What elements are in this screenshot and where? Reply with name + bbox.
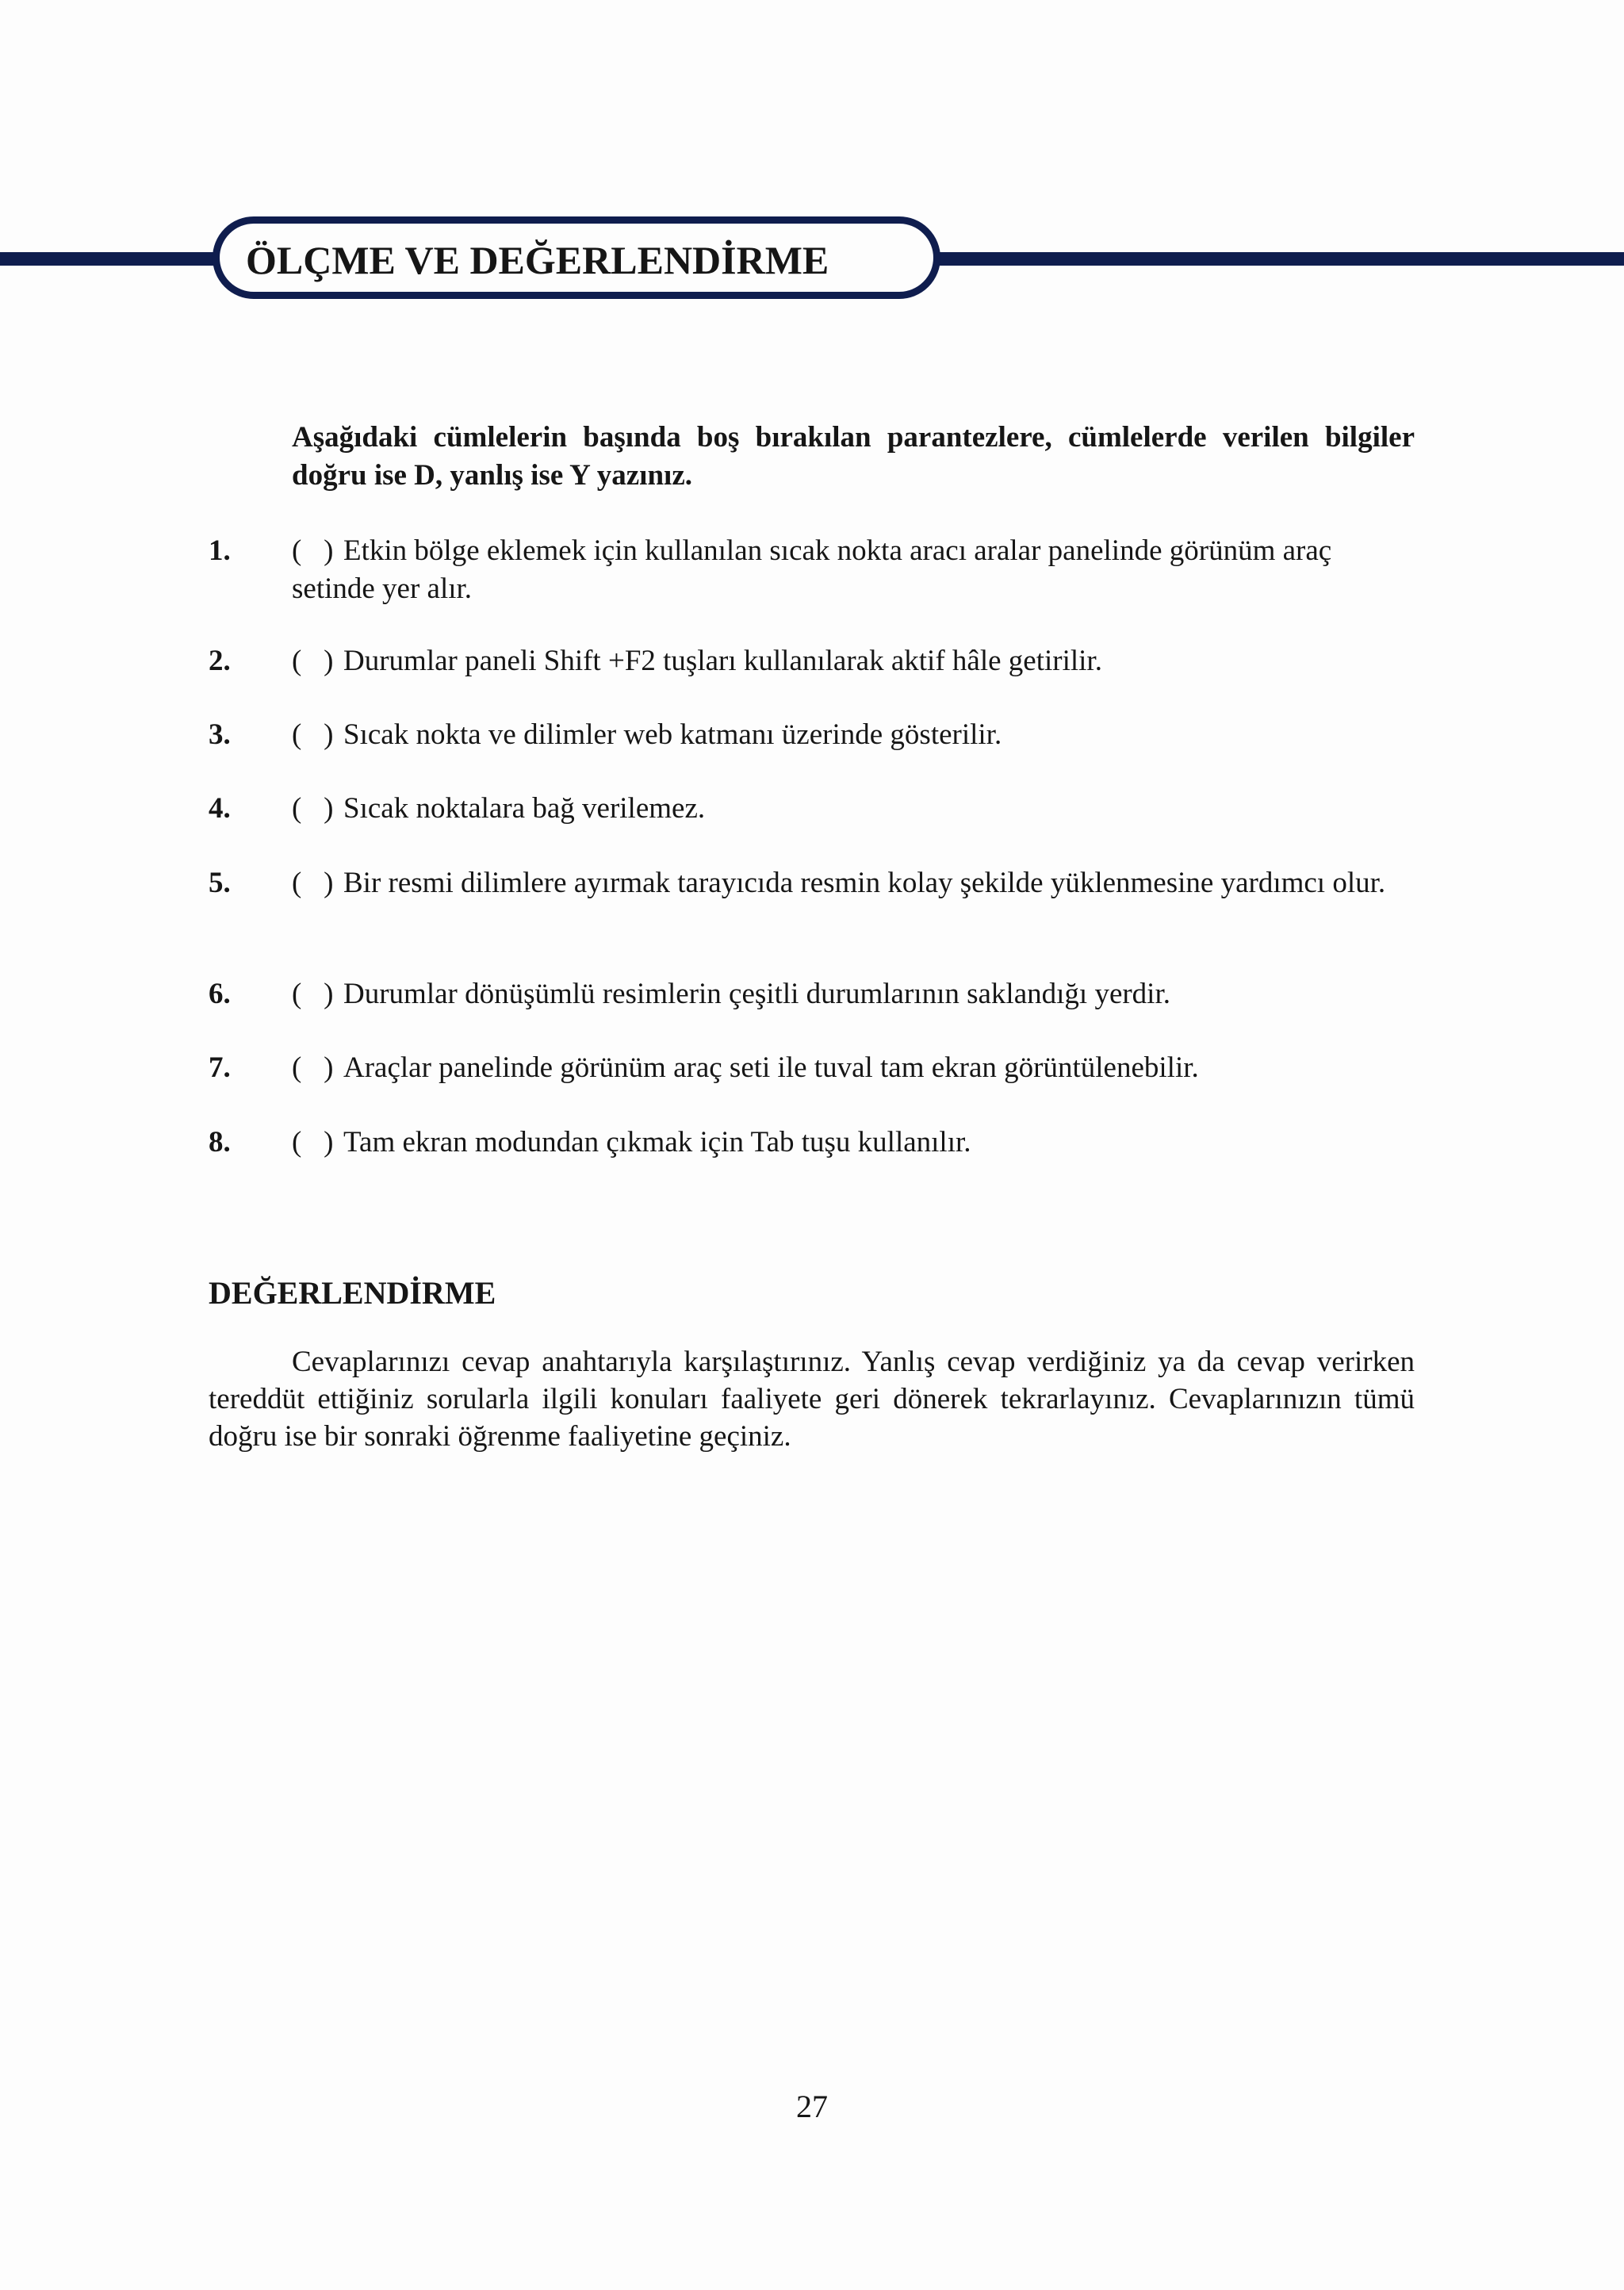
question-text xyxy=(292,864,1415,902)
question-text xyxy=(292,642,1415,680)
answer-blank: ( ) xyxy=(292,978,334,1010)
question-number: 6. xyxy=(209,978,231,1010)
question-statement: Bir resmi dilimlere ayırmak tarayıcıda resmin kolay şekilde yüklenmesine yardımcı olur. xyxy=(343,867,1386,899)
question-statement: Sıcak noktalara bağ verilemez. xyxy=(343,792,706,825)
answer-blank: ( ) xyxy=(292,718,334,751)
answer-blank: ( ) xyxy=(292,1126,334,1158)
evaluation-text: Cevaplarınızı cevap anahtarıyla karşılaştırınız. Yanlış cevap verdiğiniz ya da cevap verirken tereddüt ettiğiniz sorularla ilgili konuları faaliyete geri dönerek tekrarlayınız. Cevaplarınızın tümü doğru ise bir sonraki öğrenme faaliyetine geçiniz. xyxy=(209,1346,1415,1453)
question-text xyxy=(292,1124,1415,1162)
question-text xyxy=(292,975,1415,1013)
question-number: 8. xyxy=(209,1126,231,1158)
page-number: 27 xyxy=(796,2089,828,2124)
answer-blank: ( ) xyxy=(292,645,334,677)
question-text xyxy=(292,790,1415,828)
answer-blank: ( ) xyxy=(292,534,334,567)
question-statement: Durumlar paneli Shift +F2 tuşları kullanılarak aktif hâle getirilir. xyxy=(343,645,1102,677)
question-statement: Araçlar panelinde görünüm araç seti ile tuval tam ekran görüntülenebilir. xyxy=(343,1051,1199,1084)
question-statement: Etkin bölge eklemek için kullanılan sıcak nokta aracı aralar panelinde görünüm araç setinde yer alır. xyxy=(292,534,1332,605)
question-text xyxy=(292,716,1415,754)
instruction-text: Aşağıdaki cümlelerin başında boş bırakılan parantezlere, cümlelerde verilen bilgiler doğru ise D, yanlış ise Y yazınız. xyxy=(292,421,1415,492)
question-number: 4. xyxy=(209,792,231,825)
question-number: 7. xyxy=(209,1051,231,1084)
question-number: 1. xyxy=(209,534,231,567)
question-number: 2. xyxy=(209,645,231,677)
evaluation-heading: DEĞERLENDİRME xyxy=(209,1275,496,1311)
answer-blank: ( ) xyxy=(292,1051,334,1084)
question-statement: Sıcak nokta ve dilimler web katmanı üzerinde gösterilir. xyxy=(343,718,1002,751)
question-text xyxy=(292,1049,1415,1087)
question-number: 5. xyxy=(209,867,231,899)
answer-blank: ( ) xyxy=(292,867,334,899)
page-title: ÖLÇME VE DEĞERLENDİRME xyxy=(246,238,829,282)
question-number: 3. xyxy=(209,718,231,751)
question-statement: Tam ekran modundan çıkmak için Tab tuşu kullanılır. xyxy=(343,1126,971,1158)
answer-blank: ( ) xyxy=(292,792,334,825)
question-statement: Durumlar dönüşümlü resimlerin çeşitli durumlarının saklandığı yerdir. xyxy=(343,978,1170,1010)
question-text xyxy=(292,532,1415,608)
